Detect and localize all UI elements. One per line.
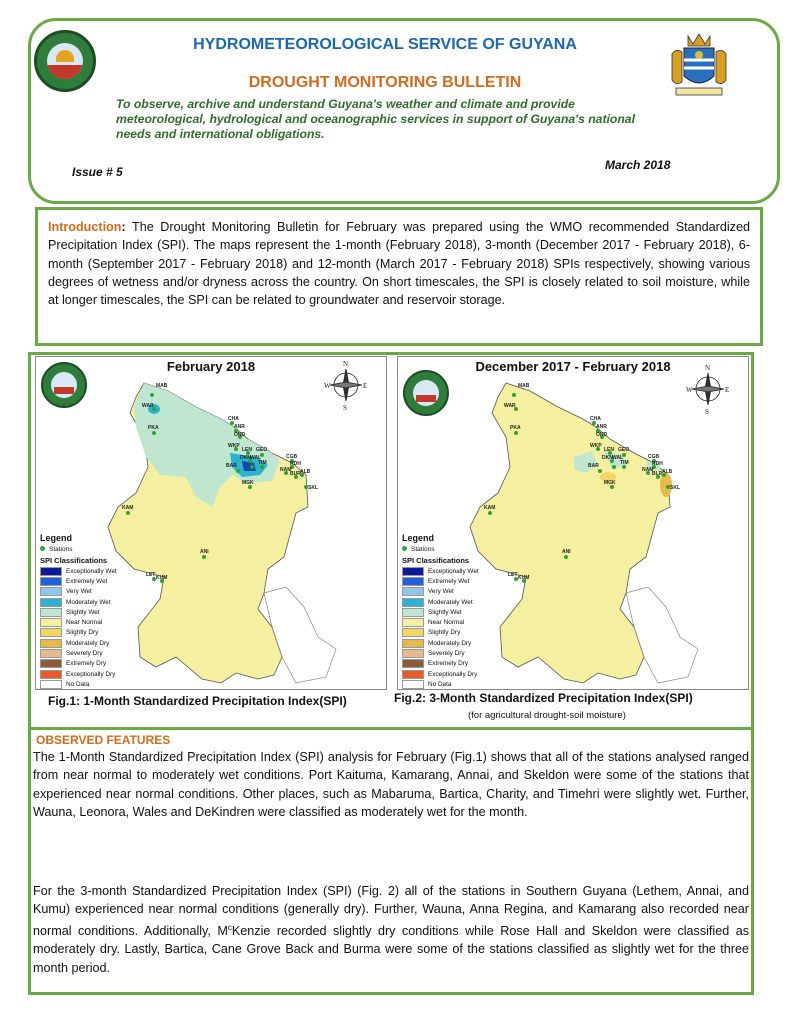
svg-text:E: E	[363, 382, 368, 390]
intro-text: The Drought Monitoring Bulletin for February was prepared using the WMO recommended Standardized Precipitation Index (SPI). The maps represent the 1-month (February 2018), 3-month (December 2017 - February 2018), 6-month (September 2017 - February 2018) and 12-month (March 2017 - February 2018) SPIs respectively, showing various degrees of wetness and/or dryness across the country. On short timescales, the SPI is closely related to soil moisture, while at longer timescales, the SPI can be related to groundwater and reservoir storage.	[48, 220, 750, 308]
legend-swatch	[40, 618, 62, 627]
figure-1-caption: Fig.1: 1-Month Standardized Precipitation Index(SPI)	[48, 694, 347, 708]
legend-label: Extremely Dry	[66, 660, 107, 668]
legend-label: Near Normal	[428, 619, 465, 627]
legend-item	[402, 628, 520, 638]
svg-text:BAR: BAR	[226, 463, 237, 469]
legend-list	[402, 566, 520, 690]
legend-swatch	[402, 598, 424, 607]
svg-text:WKP: WKP	[228, 443, 240, 449]
legend-label: Slightly Dry	[428, 629, 461, 637]
legend-label: Slightly Wet	[66, 608, 100, 616]
legend-swatch	[40, 680, 62, 689]
svg-text:LET: LET	[146, 572, 156, 578]
legend-swatch	[40, 587, 62, 596]
svg-text:OND: OND	[596, 432, 608, 438]
legend-label: Near Normal	[66, 619, 103, 627]
svg-text:WAR: WAR	[504, 403, 516, 409]
intro-colon: :	[121, 220, 126, 234]
legend-swatch	[40, 670, 62, 679]
svg-text:CGB: CGB	[286, 454, 298, 460]
figure-2-map	[397, 356, 749, 690]
legend-swatch	[402, 567, 424, 576]
legend-title: Legend	[40, 533, 73, 543]
legend-item	[40, 607, 158, 617]
legend-label: Very Wet	[428, 588, 454, 596]
figure-2-subcaption: (for agricultural drought-soil moisture)	[468, 710, 626, 721]
legend-item	[402, 638, 520, 648]
legend-swatch	[402, 659, 424, 668]
svg-text:BAR: BAR	[588, 463, 599, 469]
legend-stations: Stations	[40, 546, 73, 553]
svg-text:MAB: MAB	[156, 383, 168, 389]
svg-text:ALB: ALB	[300, 469, 311, 475]
station-dot-icon	[40, 546, 45, 551]
bulletin-title: DROUGHT MONITORING BULLETIN	[248, 74, 522, 91]
svg-text:CHA: CHA	[590, 416, 601, 422]
legend-stations: Stations	[402, 546, 435, 553]
legend-label: Extremely Dry	[428, 660, 469, 668]
svg-text:TIM: TIM	[258, 460, 267, 466]
legend-swatch	[402, 639, 424, 648]
legend-swatch	[402, 649, 424, 658]
svg-text:N: N	[705, 364, 711, 372]
svg-text:ANR: ANR	[596, 424, 607, 430]
legend-swatch	[40, 659, 62, 668]
legend-item	[40, 669, 158, 679]
svg-text:NAM: NAM	[642, 467, 654, 473]
legend-item	[402, 597, 520, 607]
legend-classifications-title: SPI Classifications	[40, 556, 108, 565]
svg-text:LEN: LEN	[604, 447, 614, 453]
svg-text:ANI: ANI	[562, 549, 571, 555]
legend-label: No Data	[66, 680, 90, 688]
svg-text:PKA: PKA	[148, 425, 159, 431]
svg-text:TIM: TIM	[620, 460, 629, 466]
svg-text:N: N	[343, 360, 349, 368]
svg-text:PKA: PKA	[510, 425, 521, 431]
svg-text:WAL: WAL	[250, 455, 262, 461]
svg-text:GEO: GEO	[618, 447, 630, 453]
figure-1-title: February 2018	[166, 359, 256, 374]
legend-item	[40, 628, 158, 638]
issue-number: Issue # 5	[72, 165, 123, 179]
svg-text:ANR: ANR	[234, 424, 245, 430]
legend-label: Severely Dry	[66, 650, 103, 658]
svg-text:CHA: CHA	[228, 416, 239, 422]
svg-text:CGB: CGB	[648, 454, 660, 460]
legend-swatch	[402, 587, 424, 596]
features-paragraph-2: For the 3-month Standardized Precipitation Index (SPI) (Fig. 2) all of the stations in Southern Guyana (Lethem, Annai, and Kumu) experienced near normal conditions (generally dry). Further, Wauna, Anna Regina, and Kamarang also recorded near normal conditions. Additionally, $M^cKenzie$ recorded slightly dry conditions while Rose Hall and Skeldon were classified as moderately dry. Lastly, Bartica, Cane Grove Back and Burma were some of the stations classified as slightly wet for the three month period.	[33, 884, 750, 975]
svg-text:RDH: RDH	[652, 461, 663, 467]
svg-text:RDH: RDH	[290, 461, 301, 467]
legend-label: Exceptionally Dry	[66, 670, 116, 678]
legend-swatch	[40, 598, 62, 607]
legend-item	[402, 576, 520, 586]
legend-item	[402, 648, 520, 658]
legend-label: Exceptionally Dry	[428, 670, 478, 678]
coat-of-arms-icon	[666, 30, 732, 100]
station-dot-icon	[402, 546, 407, 551]
svg-text:NAM: NAM	[280, 467, 292, 473]
svg-text:MAB: MAB	[518, 383, 530, 389]
org-title: HYDROMETEOROLOGICAL SERVICE OF GUYANA	[193, 36, 577, 53]
legend-item	[40, 617, 158, 627]
features-title: OBSERVED FEATURES	[36, 733, 171, 747]
svg-text:SKL: SKL	[670, 485, 680, 491]
features-paragraph-1: The 1-Month Standardized Precipitation Index (SPI) analysis for February (Fig.1) shows that all of the stations analysed ranged from near normal to moderately wet conditions. Port Kaituma, Kamarang, Annai, and Skeldon were some of the stations that experienced near normal conditions. Other places, such as Mabaruma, Bartica, Charity, and Timehri were slightly wet. Further, Wauna, Leonora, Wales and DeKindren were classified as moderately wet for the month.	[33, 750, 749, 820]
legend-label: Moderately Wet	[66, 598, 111, 606]
svg-text:WAR: WAR	[142, 403, 154, 409]
legend-item	[402, 587, 520, 597]
svg-text:KUM: KUM	[156, 575, 168, 581]
legend-swatch	[40, 577, 62, 586]
legend-item	[40, 648, 158, 658]
legend-swatch	[40, 608, 62, 617]
legend-swatch	[40, 649, 62, 658]
legend-item	[40, 597, 158, 607]
svg-text:ANI: ANI	[200, 549, 209, 555]
legend-swatch	[40, 567, 62, 576]
svg-text:DKN: DKN	[240, 455, 251, 461]
hydromet-logo	[34, 30, 96, 92]
legend-swatch	[402, 680, 424, 689]
legend-item	[40, 566, 158, 576]
figure-2-caption: Fig.2: 3-Month Standardized Precipitation Index(SPI)	[394, 691, 693, 705]
svg-text:OND: OND	[234, 432, 246, 438]
svg-text:S: S	[343, 404, 347, 412]
legend-item	[40, 638, 158, 648]
legend-item	[402, 679, 520, 689]
legend-label: Exceptionally Wet	[66, 567, 117, 575]
legend-swatch	[402, 608, 424, 617]
legend-title: Legend	[402, 533, 435, 543]
intro-lead: Introduction	[48, 220, 122, 234]
legend-label: Exceptionally Wet	[428, 567, 479, 575]
svg-text:LET: LET	[508, 572, 518, 578]
legend-label: Severely Dry	[428, 650, 465, 658]
legend-label: Moderately Dry	[428, 639, 472, 647]
legend-label: Slightly Dry	[66, 629, 99, 637]
svg-text:E: E	[725, 386, 730, 394]
svg-text:SKL: SKL	[308, 485, 318, 491]
legend-classifications-title: SPI Classifications	[402, 556, 470, 565]
legend-swatch	[402, 670, 424, 679]
svg-text:KAM: KAM	[484, 505, 496, 511]
legend-label: Extremely Wet	[428, 577, 470, 585]
svg-text:DKN: DKN	[602, 455, 613, 461]
svg-text:MGK: MGK	[604, 480, 616, 486]
svg-text:W: W	[324, 382, 331, 390]
svg-text:BUR: BUR	[290, 471, 301, 477]
svg-text:MGK: MGK	[242, 480, 254, 486]
svg-text:WKP: WKP	[590, 443, 602, 449]
legend-swatch	[402, 628, 424, 637]
legend-swatch	[402, 618, 424, 627]
legend-label: Moderately Dry	[66, 639, 110, 647]
legend-label: Extremely Wet	[66, 577, 108, 585]
svg-text:KUM: KUM	[518, 575, 530, 581]
legend-list	[40, 566, 158, 690]
legend-swatch	[40, 639, 62, 648]
svg-text:KAM: KAM	[122, 505, 134, 511]
mission-statement: To observe, archive and understand Guyana's weather and climate and provide meteorological, hydrological and oceanographic services in support of Guyana's national needs and international obligations.	[116, 97, 635, 141]
legend-item	[40, 576, 158, 586]
introduction-box	[35, 207, 763, 346]
legend-label: Slightly Wet	[428, 608, 462, 616]
svg-text:WAL: WAL	[612, 455, 624, 461]
legend-item	[402, 617, 520, 627]
bulletin-date: March 2018	[605, 158, 671, 172]
legend-item	[40, 679, 158, 689]
legend-label: No Data	[428, 680, 452, 688]
legend-label: Very Wet	[66, 588, 92, 596]
svg-text:ALB: ALB	[662, 469, 673, 475]
legend-label: Moderately Wet	[428, 598, 473, 606]
legend-item	[40, 659, 158, 669]
svg-text:BLR: BLR	[652, 471, 663, 477]
legend-item	[40, 587, 158, 597]
legend-item	[402, 607, 520, 617]
figure-2-title: December 2017 - February 2018	[475, 359, 671, 374]
svg-text:LEN: LEN	[242, 447, 252, 453]
legend-swatch	[40, 628, 62, 637]
legend-item	[402, 669, 520, 679]
svg-text:S: S	[705, 408, 709, 416]
legend-swatch	[402, 577, 424, 586]
legend-item	[402, 659, 520, 669]
legend-item	[402, 566, 520, 576]
figure-1-map	[35, 356, 387, 690]
svg-text:W: W	[686, 386, 693, 394]
svg-text:GEO: GEO	[256, 447, 268, 453]
